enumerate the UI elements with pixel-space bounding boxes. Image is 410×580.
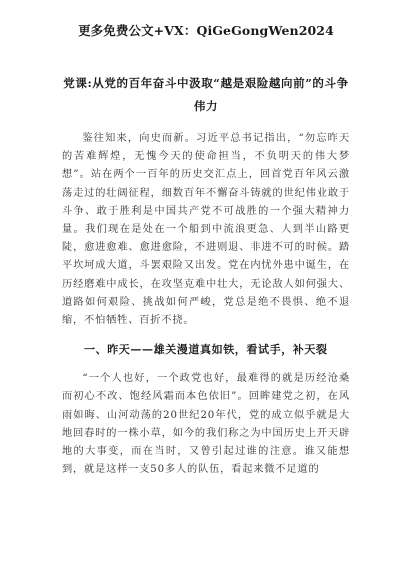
body-paragraph: 鉴往知来，向史而新。习近平总书记指出，“勿忘昨天的苦难辉煌，无愧今天的使命担当，不负明天的伟大梦想”。站在两个一百年的历史交汇点上，回首党百年风云激荡走过的壮阔征程，细数百年不懈奋斗铸就的世纪伟业敢于斗争、敢于胜利是中国共产党不可战胜的一个强大精神力量。我们现在是处在一个船到中流浪更急、人到半山路更陡，愈进愈难、愈进愈险，不进则退、非进不可的时候。踏平坎坷成大道，斗罢艰险又出发。党在内忧外患中诞生，在历经磨难中成长，在攻坚克难中壮大，无论敌人如何强大、道路如何艰险、挑战如何严峻，党总是绝不畏惧、绝不退缩，不怕牺牲、百折不挠。 — [62, 133, 350, 327]
document-header: 更多免费公文+VX：QiGeGongWen2024 — [78, 23, 334, 38]
section-heading: 一、昨天——雄关漫道真如铁，看试手，补天裂 — [84, 343, 328, 357]
document-title: 党课:从党的百年奋斗中汲取“越是艰险越向前”的斗争伟力 — [63, 76, 349, 113]
body-paragraph: “一个人也好，一个政党也好，最难得的就是历经沧桑而初心不改、饱经风霜而本色依旧”。回眸建党之初，在风雨如晦、山河动荡的20世纪20年代，党的成立似乎就是大地回春时的一株小草，如今的我们称之为中国历史上开天辟地的大事变，而在当时，又曾引起过谁的注意。谁又能想到，就是这样一支50多人的队伍，看起来微不足道的 — [62, 373, 350, 476]
